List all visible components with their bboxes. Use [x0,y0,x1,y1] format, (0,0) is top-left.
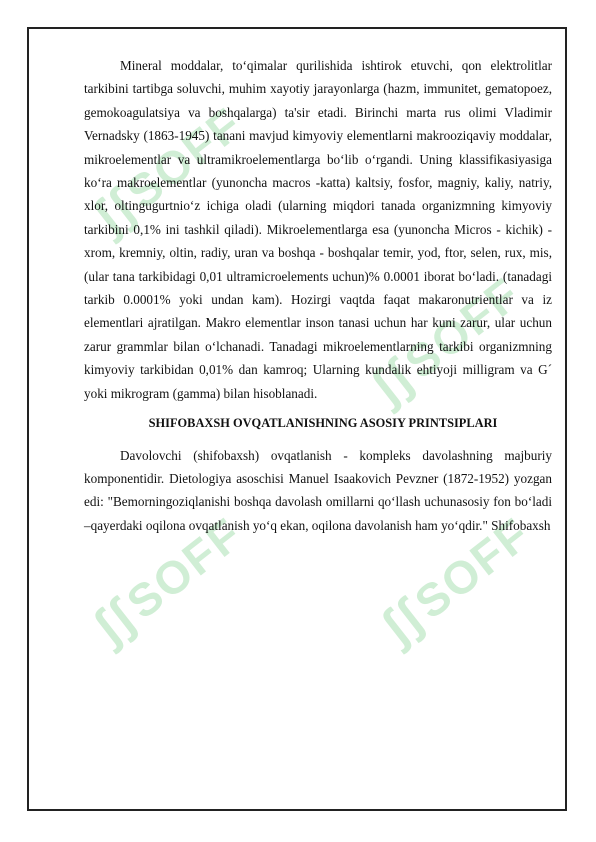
watermark: ʃʃSOFF [360,267,531,415]
document-body [84,54,552,537]
watermark-logo-icon: ʃʃ [82,587,147,655]
watermark: ʃʃSOFF [370,507,541,655]
section-heading: SHIFOBAXSH OVQATLANISHNING ASOSIY PRINTSIPLARI [148,416,498,431]
watermark-logo-icon: ʃʃ [370,587,435,655]
watermark-logo-icon: ʃʃ [82,177,147,245]
watermark: ʃʃSOFF [82,97,253,245]
body-paragraph: Davolovchi (shifobaxsh) ovqatlanish - kompleks davolashning majburiy komponentidir. Dietologiya asoschisi Manuel Isaakovich Pevzner (1872-1952) yozgan edi: "Bemorningoziqlanishi boshqa davolash omillarni qo‘llash uchunasosiy fon bo‘ladi –qayerdaki oqilona ovqatlanish yo‘q ekan, oqilona davolanish ham yo‘qdir." Shifobaxsh [84,447,552,533]
body-paragraph: Mineral moddalar, to‘qimalar qurilishida ishtirok etuvchi, qon elektrolitlar tarkibini tartibga soluvchi, muhim xayotiy jarayonlarga (hazm, immunitet, gematopoez, gemokoagulatsiya va boshqalarga) ta'sir etadi. Birinchi marta rus olimi Vladimir Vernadsky (1863-1945) tanani mavjud kimyoviy elementlarni makrooziqaviy moddalar, mikroelementlar va ultramikroelementlarga bo‘lib o‘rgandi. Uning klassifikasiyasiga ko‘ra makroelementlar (yunoncha macros -katta) kaltsiy, fosfor, magniy, kaliy, natriy, xlor, oltingugurtnio‘z ichiga oladi (ularning miqdori tanada organizmning kimyoviy tarkibini 0,1% ini tashkil qiladi). Mikroelementlarga esa (yunoncha Micros - kichik) - xrom, kremniy, oltin, radiy, uran va boshqa - boshqalar temir, yod, ftor, selen, rux, mis, (ular tana tarkibidagi 0,01 ultramicroelements uchun)% 0.0001 iborat bo‘ladi. (tanadagi tarkib 0.0001% yoki undan kam). Hozirgi vaqtda faqat makaronutrientlar va iz elementlari ajratilgan. Makro elementlar inson tanasi uchun har kuni zarur, ular uchun zarur grammlar bilan o‘lchanadi. Tanadagi mikroelementlarning tarkibi organizmning kimyoviy tarkibidan 0,01% dan kamroq; Ularning kundalik ehtiyoji milligram va G´ yoki mikrogram (gamma) bilan hisoblanadi. [84,58,552,401]
watermark-logo-icon: ʃʃ [360,347,425,415]
watermark: ʃʃSOFF [82,507,253,655]
